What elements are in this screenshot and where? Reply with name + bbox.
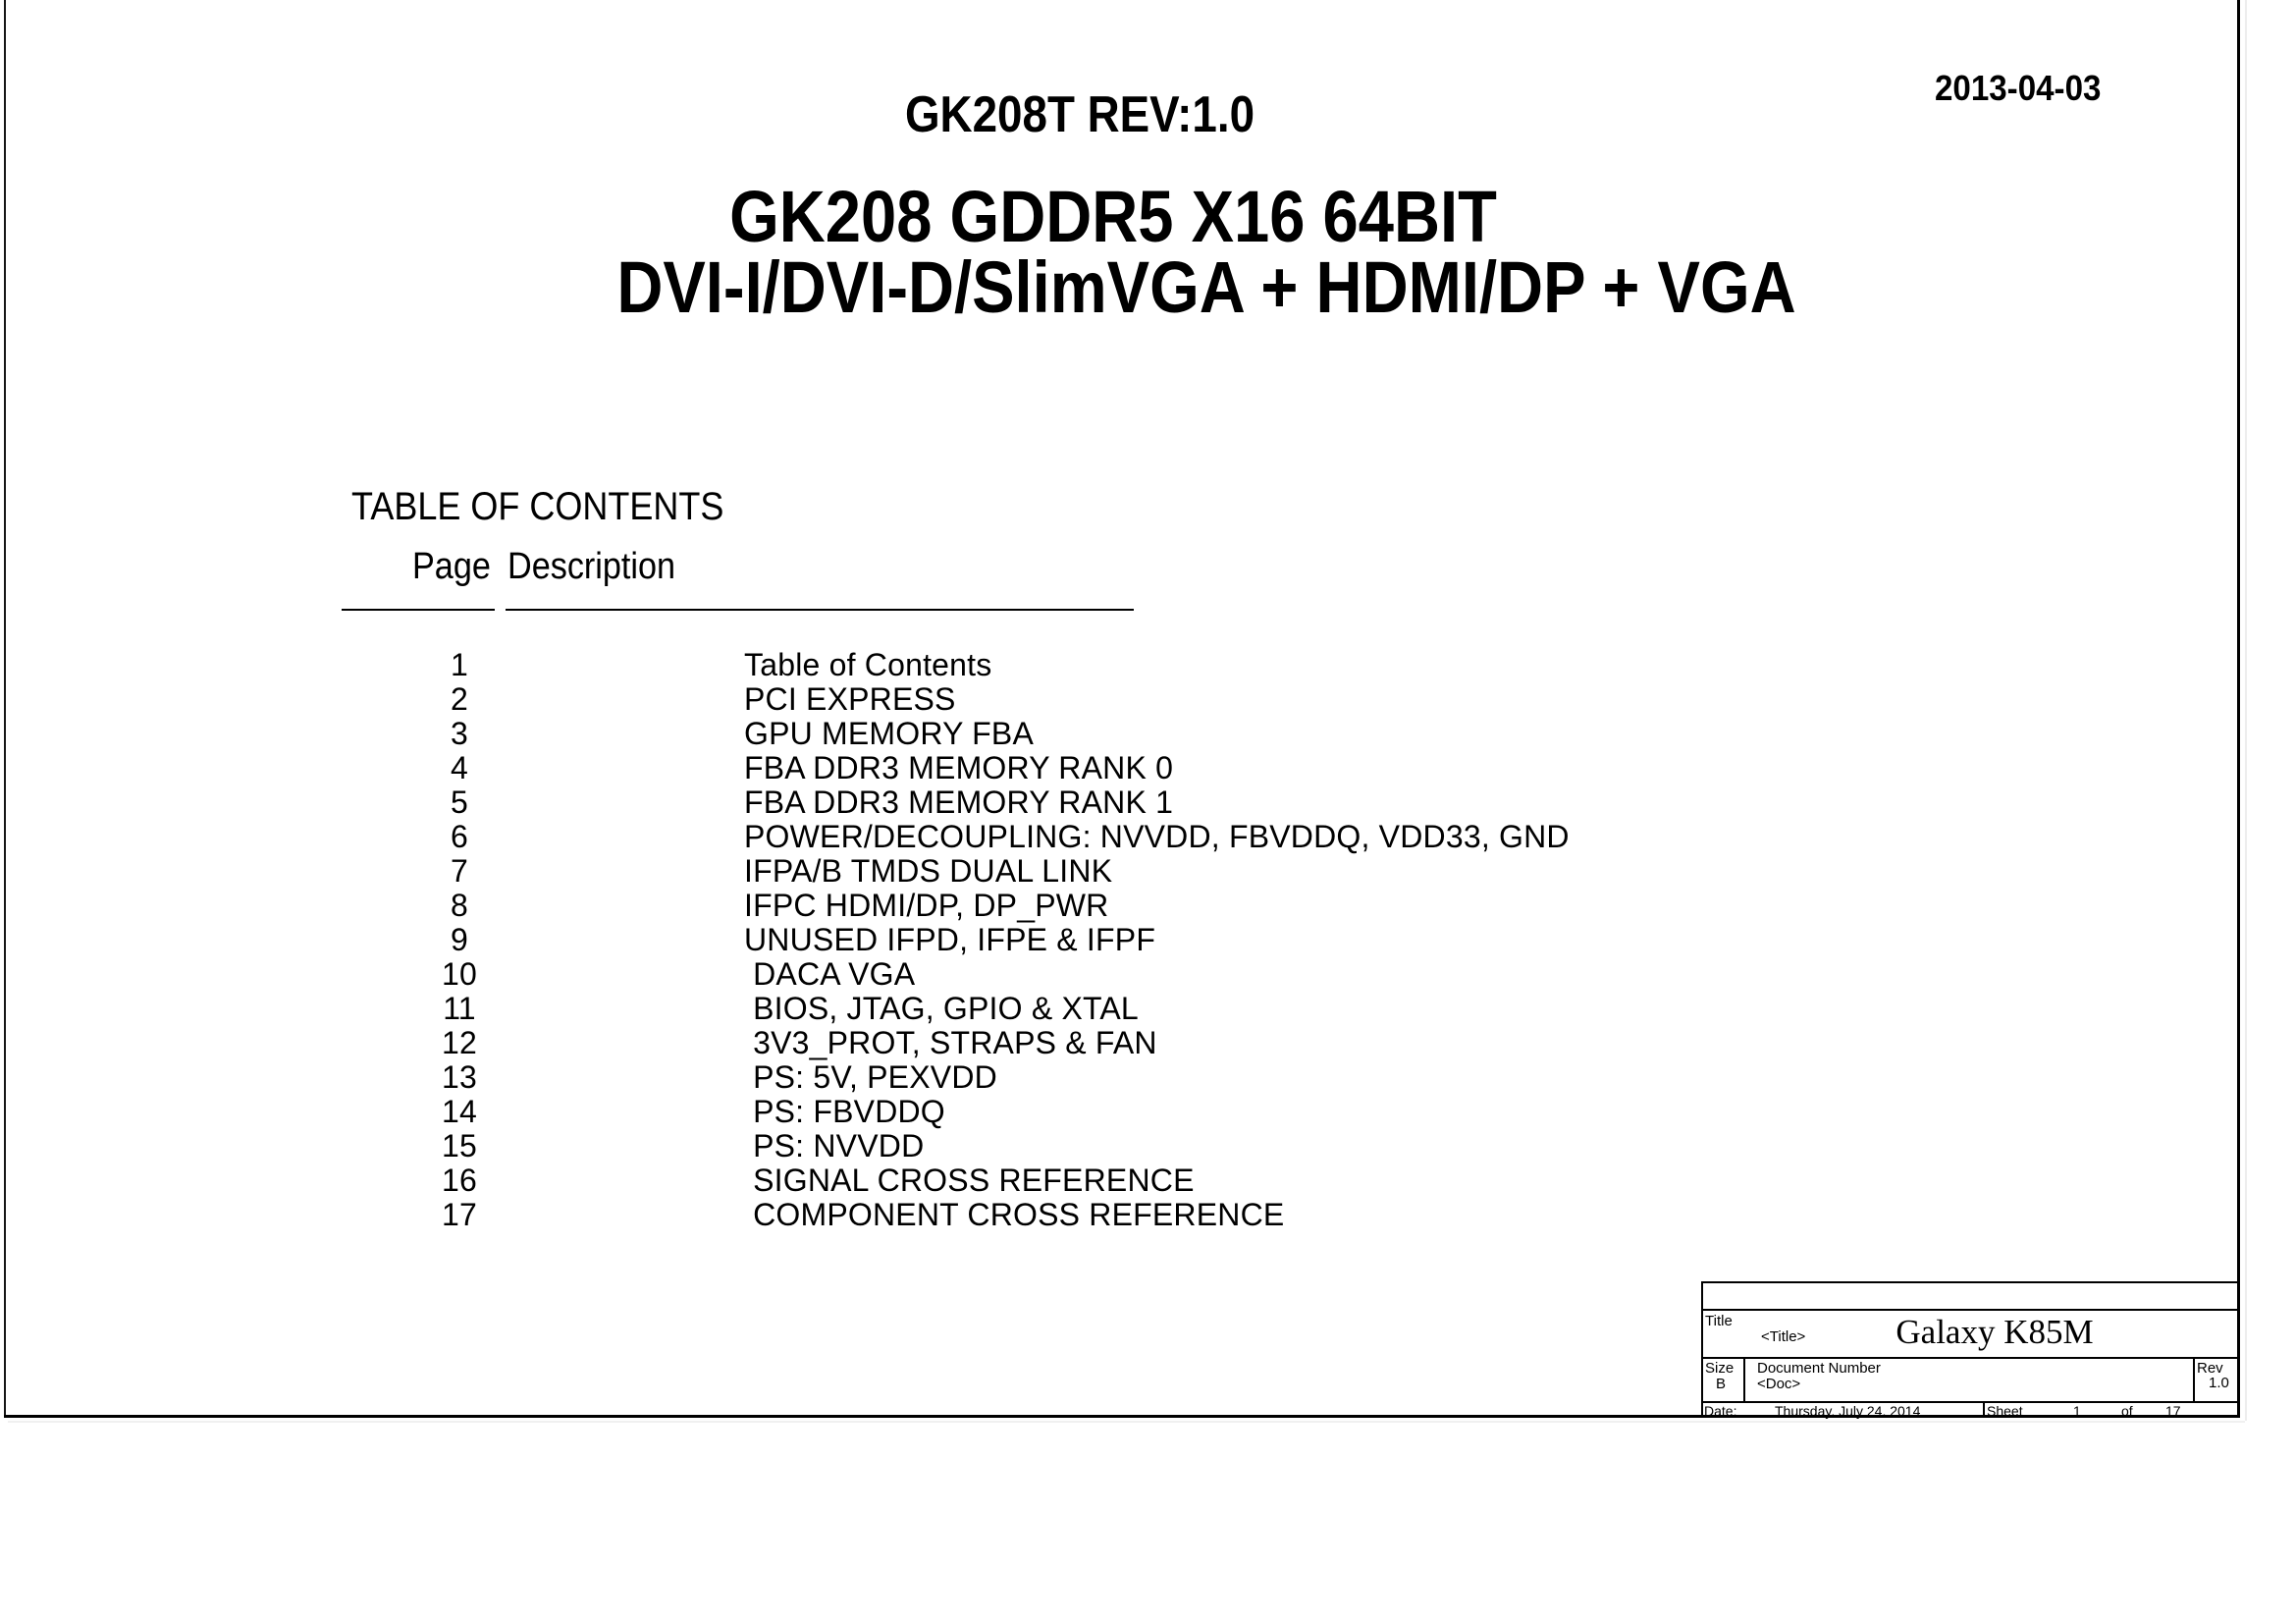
board-revision-title-text: GK208T REV:1.0: [904, 86, 1255, 143]
toc-row: [430, 1198, 1804, 1232]
toc-row: [430, 923, 1804, 957]
toc-page-number: 17: [442, 1197, 477, 1232]
toc-description: GPU MEMORY FBA: [744, 716, 1035, 751]
title-block-sheet-label: Sheet: [1987, 1403, 2023, 1419]
toc-row: [430, 889, 1804, 923]
toc-row: [430, 854, 1804, 889]
title-block-sheet-divider: [1983, 1401, 1985, 1417]
title-block-row-line-2: [1701, 1357, 2240, 1359]
title-block-doc-label: Document Number: [1757, 1360, 1881, 1377]
toc-description: FBA DDR3 MEMORY RANK 1: [744, 784, 1174, 820]
toc-page-number: 6: [451, 819, 468, 854]
toc-row: [430, 1129, 1804, 1163]
toc-heading: TABLE OF CONTENTS: [351, 485, 724, 528]
toc-row: [430, 957, 1804, 992]
toc-page-number: 15: [442, 1128, 477, 1163]
document-date: 2013-04-03: [1935, 68, 2102, 108]
toc-column-header-page: Page: [412, 546, 491, 587]
toc-page-number: 11: [443, 991, 476, 1026]
toc-description: PS: NVVDD: [744, 1128, 925, 1163]
title-block-sheet-number: 1: [2073, 1403, 2081, 1419]
toc-rule-page: [342, 609, 495, 611]
title-block-row-line-1: [1701, 1309, 2240, 1311]
title-block-rev-label: Rev: [2197, 1360, 2223, 1377]
toc-list: [430, 648, 1804, 1232]
toc-page-number: 1: [451, 647, 468, 682]
toc-page-number: 9: [451, 922, 468, 957]
toc-page-number: 8: [451, 888, 468, 923]
title-block-date-label: Date:: [1704, 1403, 1737, 1419]
title-block-size-label: Size: [1705, 1360, 1735, 1377]
toc-page-number: 2: [451, 681, 468, 717]
toc-description: PS: 5V, PEXVDD: [744, 1059, 997, 1095]
toc-page-number: 7: [451, 853, 468, 889]
board-title-line3: [536, 246, 1876, 328]
page-border-shadow-bottom: [8, 1421, 2245, 1423]
toc-description: POWER/DECOUPLING: NVVDD, FBVDDQ, VDD33, GND: [744, 819, 1570, 854]
page-border-left: [4, 0, 6, 1418]
toc-description: BIOS, JTAG, GPIO & XTAL: [744, 991, 1139, 1026]
title-block-title-label: Title: [1705, 1313, 1733, 1329]
toc-page-number: 12: [442, 1025, 477, 1060]
toc-row: [430, 820, 1804, 854]
title-block-top-line: [1701, 1281, 2240, 1283]
page-border-shadow-right: [2245, 0, 2247, 1421]
toc-row: [430, 1060, 1804, 1095]
toc-description: IFPC HDMI/DP, DP_PWR: [744, 888, 1109, 923]
toc-page-number: 3: [451, 716, 468, 751]
title-block-rev-divider: [2193, 1357, 2195, 1403]
page-border-right: [2237, 0, 2240, 1418]
title-block-doc-value: <Doc>: [1757, 1376, 1801, 1392]
toc-row: [430, 682, 1804, 717]
toc-row: [430, 648, 1804, 682]
toc-page-number: 14: [442, 1094, 477, 1129]
title-block-rev-value: 1.0: [2209, 1375, 2229, 1391]
toc-description: Table of Contents: [744, 647, 992, 682]
toc-page-number: 10: [442, 956, 477, 992]
toc-column-header-description: Description: [507, 546, 676, 587]
board-title-line2: [677, 176, 1549, 257]
toc-description: DACA VGA: [744, 956, 916, 992]
toc-description: UNUSED IFPD, IFPE & IFPF: [744, 922, 1156, 957]
toc-rule-description: [506, 609, 1134, 611]
toc-row: [430, 1163, 1804, 1198]
title-block-sheet-total: 17: [2165, 1403, 2181, 1419]
toc-description: COMPONENT CROSS REFERENCE: [744, 1197, 1285, 1232]
title-block-date-value: Thursday, July 24, 2014: [1775, 1403, 1921, 1419]
title-block-title-value: Galaxy K85M: [1896, 1313, 2094, 1351]
title-block-left-line: [1701, 1281, 1703, 1417]
board-revision-title: [881, 86, 1279, 143]
toc-description: IFPA/B TMDS DUAL LINK: [744, 853, 1113, 889]
toc-page-number: 16: [442, 1163, 477, 1198]
title-block-title-placeholder: <Title>: [1761, 1328, 1806, 1345]
toc-row: [430, 992, 1804, 1026]
toc-row: [430, 751, 1804, 785]
title-block-size-value: B: [1716, 1376, 1727, 1392]
title-block-sheet-of-label: of: [2121, 1403, 2133, 1419]
toc-page-number: 4: [451, 750, 468, 785]
toc-description: PS: FBVDDQ: [744, 1094, 945, 1129]
board-title-line2-text: GK208 GDDR5 X16 64BIT: [729, 176, 1497, 257]
board-title-line3-text: DVI-I/DVI-D/SlimVGA + HDMI/DP + VGA: [616, 246, 1796, 328]
toc-row: [430, 785, 1804, 820]
toc-row: [430, 1095, 1804, 1129]
toc-row: [430, 717, 1804, 751]
toc-page-number: 5: [451, 784, 468, 820]
toc-description: SIGNAL CROSS REFERENCE: [744, 1163, 1195, 1198]
toc-description: PCI EXPRESS: [744, 681, 956, 717]
toc-page-number: 13: [442, 1059, 477, 1095]
toc-row: [430, 1026, 1804, 1060]
toc-description: 3V3_PROT, STRAPS & FAN: [744, 1025, 1157, 1060]
title-block-size-divider: [1743, 1357, 1745, 1403]
toc-description: FBA DDR3 MEMORY RANK 0: [744, 750, 1174, 785]
